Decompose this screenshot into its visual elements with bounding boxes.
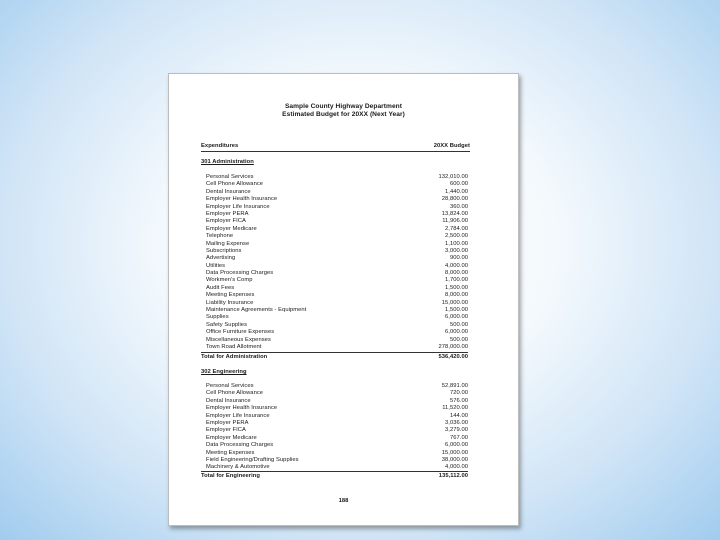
budget-line-row — [206, 329, 468, 336]
line-item-name: Employer PERA — [206, 210, 249, 217]
budget-line-row — [206, 189, 468, 196]
line-item-amount: 11,520.00 — [442, 405, 468, 412]
line-item-amount: 6,000.00 — [445, 442, 468, 449]
column-header-expenditures: Expenditures — [201, 143, 239, 149]
line-item-amount: 13,824.00 — [441, 210, 468, 217]
line-item-name: Liability Insurance — [206, 299, 254, 306]
line-item-name: Data Processing Charges — [206, 270, 274, 277]
column-header-budget: 20XX Budget — [433, 143, 470, 149]
line-item-amount: 6,000.00 — [445, 329, 468, 336]
line-item-amount: 15,000.00 — [441, 299, 468, 306]
line-item-name: Meeting Expenses — [206, 292, 255, 299]
budget-line-row — [206, 413, 468, 420]
line-item-amount: 2,500.00 — [445, 233, 468, 240]
line-item-name: Supplies — [206, 314, 229, 321]
line-item-amount: 4,000.00 — [445, 464, 468, 471]
line-item-amount: 1,700.00 — [445, 277, 468, 284]
line-item-amount: 6,000.00 — [445, 314, 468, 321]
budget-line-row — [206, 211, 468, 218]
budget-line-row — [206, 398, 468, 405]
budget-line-row — [206, 233, 468, 240]
line-item-name: Meeting Expenses — [206, 449, 255, 456]
line-item-amount: 144.00 — [449, 412, 468, 419]
budget-line-row — [206, 196, 468, 203]
line-item-name: Employer FICA — [206, 218, 246, 225]
budget-line-row — [206, 292, 468, 299]
total-value: 135,112.00 — [438, 472, 468, 479]
budget-line-row — [206, 285, 468, 292]
line-item-name: Employer Health Insurance — [206, 196, 278, 203]
line-item-name: Town Road Allotment — [206, 343, 262, 350]
budget-line-row — [206, 420, 468, 427]
budget-line-row — [206, 307, 468, 314]
line-item-amount: 278,000.00 — [438, 343, 468, 350]
line-item-amount: 8,000.00 — [445, 270, 468, 277]
total-label: Total for Engineering — [201, 472, 260, 479]
section-heading-administration: 301 Administration — [201, 159, 254, 165]
line-item-amount: 360.00 — [449, 203, 468, 210]
budget-line-row — [206, 405, 468, 412]
page-number: 188 — [338, 498, 349, 504]
line-item-name: Employer Medicare — [206, 225, 257, 232]
budget-line-row — [206, 263, 468, 270]
line-item-amount: 767.00 — [449, 434, 468, 441]
budget-line-row — [206, 255, 468, 262]
budget-line-row — [206, 337, 468, 344]
line-item-amount: 2,784.00 — [445, 225, 468, 232]
line-item-name: Maintenance Agreements - Equipment — [206, 307, 307, 314]
budget-line-row — [206, 248, 468, 255]
column-header-row — [201, 143, 470, 152]
budget-line-row — [206, 322, 468, 329]
line-item-amount: 3,036.00 — [445, 419, 468, 426]
engineering-line-items — [206, 383, 468, 472]
line-item-amount: 576.00 — [449, 397, 468, 404]
total-row-administration — [201, 352, 468, 362]
line-item-amount: 1,440.00 — [445, 188, 468, 195]
line-item-name: Audit Fees — [206, 284, 235, 291]
budget-line-row — [206, 181, 468, 188]
line-item-amount: 11,906.00 — [442, 218, 468, 225]
budget-line-row — [206, 277, 468, 284]
budget-line-row — [206, 383, 468, 390]
line-item-amount: 720.00 — [449, 390, 468, 397]
line-item-name: Advertising — [206, 255, 236, 262]
line-item-name: Employer Health Insurance — [206, 405, 278, 412]
line-item-amount: 28,800.00 — [441, 196, 468, 203]
line-item-name: Employer Life Insurance — [206, 203, 270, 210]
line-item-name: Utilities — [206, 262, 226, 269]
line-item-name: Miscellaneous Expenses — [206, 336, 271, 343]
line-item-amount: 1,500.00 — [445, 284, 468, 291]
line-item-name: Employer FICA — [206, 427, 246, 434]
line-item-amount: 600.00 — [449, 181, 468, 188]
line-item-name: Dental Insurance — [206, 188, 251, 195]
line-item-amount: 15,000.00 — [441, 449, 468, 456]
budget-line-row — [206, 300, 468, 307]
budget-line-row — [206, 450, 468, 457]
budget-line-row — [206, 174, 468, 181]
line-item-name: Field Engineering/Drafting Supplies — [206, 456, 299, 463]
document-title: Sample County Highway Department — [284, 103, 402, 110]
line-item-name: Telephone — [206, 233, 234, 240]
line-item-name: Personal Services — [206, 174, 254, 180]
line-item-name: Data Processing Charges — [206, 442, 274, 449]
total-label: Total for Administration — [201, 353, 268, 360]
line-item-amount: 8,000.00 — [445, 292, 468, 299]
budget-line-row — [206, 390, 468, 397]
budget-line-row — [206, 435, 468, 442]
budget-line-row — [206, 427, 468, 434]
budget-document-page — [168, 73, 519, 526]
line-item-amount: 38,000.00 — [441, 456, 468, 463]
line-item-amount: 3,000.00 — [445, 247, 468, 254]
budget-line-row — [206, 204, 468, 211]
total-row-engineering — [201, 471, 468, 481]
budget-line-row — [206, 241, 468, 248]
line-item-name: Cell Phone Allowance — [206, 181, 264, 188]
line-item-amount: 1,500.00 — [445, 307, 468, 314]
administration-line-items — [206, 174, 468, 351]
budget-line-row — [206, 270, 468, 277]
total-value: 536,420.00 — [438, 353, 468, 360]
line-item-amount: 500.00 — [449, 336, 468, 343]
line-item-name: Workmen's Comp — [206, 277, 253, 284]
line-item-amount: 3,279.00 — [445, 427, 468, 434]
line-item-name: Dental Insurance — [206, 397, 251, 404]
line-item-name: Personal Services — [206, 383, 254, 389]
line-item-name: Office Furniture Expenses — [206, 329, 275, 336]
document-subtitle: Estimated Budget for 20XX (Next Year) — [282, 111, 405, 118]
line-item-name: Mailing Expense — [206, 240, 250, 247]
line-item-name: Safety Supplies — [206, 321, 248, 328]
line-item-amount: 1,100.00 — [445, 240, 468, 247]
line-item-amount: 52,891.00 — [441, 383, 468, 389]
line-item-name: Cell Phone Allowance — [206, 390, 264, 397]
budget-line-row — [206, 314, 468, 321]
line-item-amount: 500.00 — [449, 321, 468, 328]
line-item-name: Subscriptions — [206, 247, 242, 254]
budget-line-row — [206, 226, 468, 233]
budget-line-row — [206, 344, 468, 351]
line-item-amount: 132,010.00 — [438, 174, 468, 180]
line-item-name: Machinery & Automotive — [206, 464, 270, 471]
section-heading-engineering: 302 Engineering — [201, 369, 247, 375]
budget-line-row — [206, 218, 468, 225]
budget-line-row — [206, 457, 468, 464]
line-item-name: Employer Medicare — [206, 434, 257, 441]
line-item-amount: 900.00 — [449, 255, 468, 262]
line-item-name: Employer PERA — [206, 419, 249, 426]
line-item-amount: 4,000.00 — [445, 262, 468, 269]
line-item-name: Employer Life Insurance — [206, 412, 270, 419]
budget-line-row — [206, 442, 468, 449]
